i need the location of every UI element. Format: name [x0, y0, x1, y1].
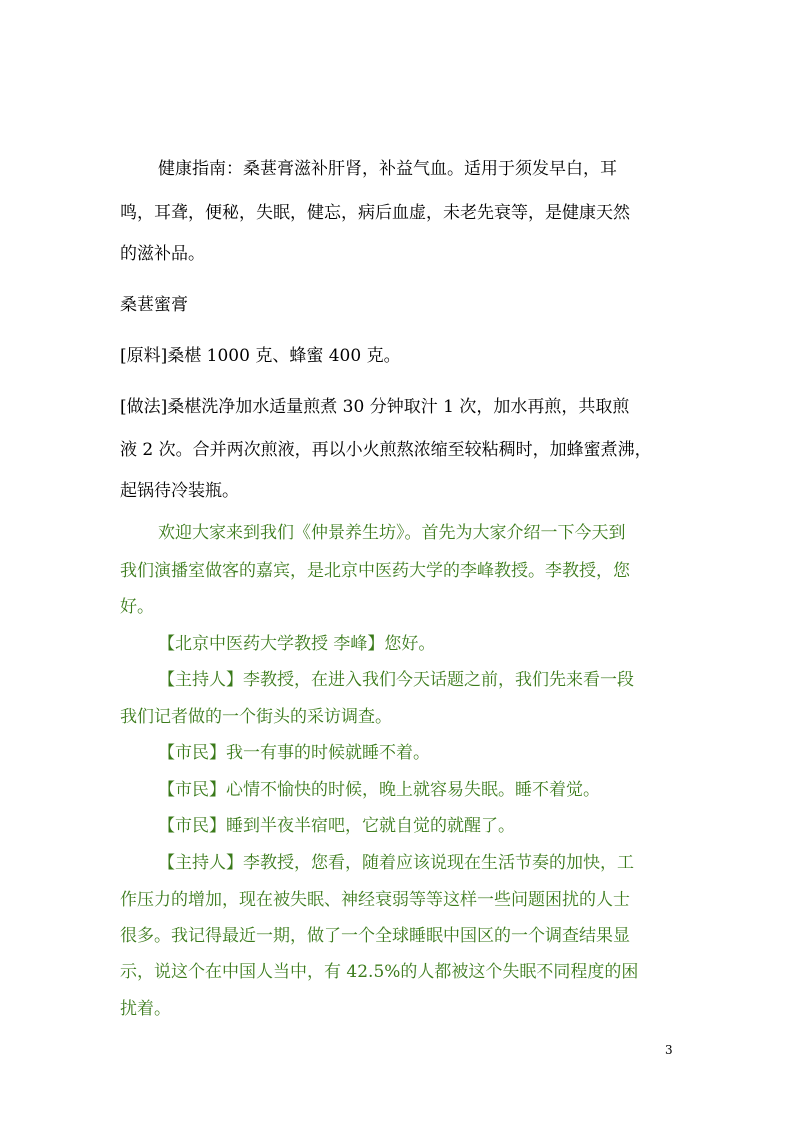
method-line-2: 液 2 次。合并两次煎液，再以小火煎熬浓缩至较粘稠时，加蜂蜜煮沸，: [120, 440, 652, 460]
page-number: 3: [665, 1043, 673, 1057]
health-guide-line-1: 健康指南：桑葚膏滋补肝肾，补益气血。适用于须发早白，耳: [158, 159, 617, 179]
ingredients-line: [原料]桑椹 1000 克、蜂蜜 400 克。: [120, 346, 401, 366]
host-line-2: 我们记者做的一个街头的采访调查。: [120, 707, 392, 727]
host2-line-5: 扰着。: [120, 999, 171, 1019]
recipe-title: 桑葚蜜膏: [120, 295, 188, 315]
guest-reply: 【北京中医药大学教授 李峰】您好。: [158, 634, 436, 654]
host2-line-2: 作压力的增加，现在被失眠、神经衰弱等等这样一些问题困扰的人士: [120, 890, 630, 910]
welcome-line-1: 欢迎大家来到我们《仲景养生坊》。首先为大家介绍一下今天到: [158, 523, 626, 543]
health-guide-line-3: 的滋补品。: [120, 244, 205, 264]
welcome-line-3: 好。: [120, 597, 154, 617]
health-guide-line-2: 鸣，耳聋，便秘，失眠，健忘，病后血虚，未老先衰等，是健康天然: [120, 203, 630, 223]
citizen-line-1: 【市民】我一有事的时候就睡不着。: [158, 743, 430, 763]
method-line-3: 起锅待冷装瓶。: [120, 481, 239, 501]
welcome-line-2: 我们演播室做客的嘉宾，是北京中医药大学的李峰教授。李教授，您: [120, 561, 630, 581]
host2-line-3: 很多。我记得最近一期，做了一个全球睡眠中国区的一个调查结果显: [120, 926, 630, 946]
citizen-line-3: 【市民】睡到半夜半宿吧，它就自觉的就醒了。: [158, 816, 515, 836]
host-line-1: 【主持人】李教授，在进入我们今天话题之前，我们先来看一段: [158, 670, 634, 690]
method-line-1: [做法]桑椹洗净加水适量煎煮 30 分钟取汁 1 次，加水再煎，共取煎: [120, 397, 630, 417]
host2-line-4: 示，说这个在中国人当中，有 42.5%的人都被这个失眠不同程度的困: [120, 962, 639, 982]
host2-line-1: 【主持人】李教授，您看，随着应该说现在生活节奏的加快，工: [158, 853, 634, 873]
citizen-line-2: 【市民】心情不愉快的时候，晚上就容易失眠。睡不着觉。: [158, 780, 600, 800]
